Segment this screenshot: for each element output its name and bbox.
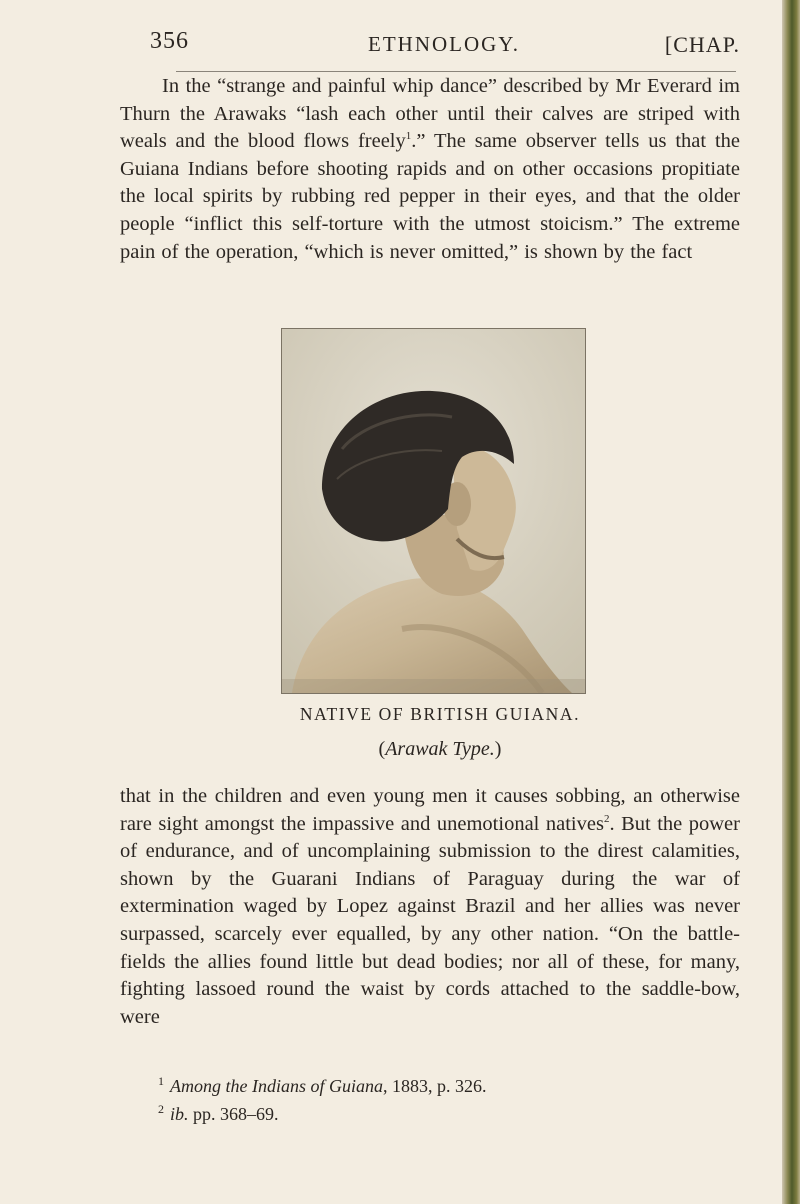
subcaption-close-paren: ) <box>494 738 502 760</box>
header-rule <box>176 71 736 72</box>
footnote-1 <box>158 1070 728 1098</box>
footnote-2-title: ib. <box>170 1104 189 1124</box>
footnote-ref-1: 1 <box>405 130 412 143</box>
paragraph-1-text-b: .” The same observer tells us that the Guiana Indians before shooting rapids and on other occasions propitiate the local spirits by rubbing red pepper in their eyes, and that the older people “inflict this self-torture with the utmost stoicism.” The extreme pain of the operation, “which is never omitted,” is shown by the fact <box>120 130 740 263</box>
page-number: 356 <box>150 28 189 54</box>
running-head: ETHNOLOGY. <box>368 32 521 56</box>
footnotes <box>158 1070 728 1126</box>
footnote-2-number: 2 <box>158 1102 164 1116</box>
figure-caption: NATIVE OF BRITISH GUIANA. <box>299 704 581 724</box>
footnote-2 <box>158 1098 728 1126</box>
paragraph-1 <box>120 73 740 266</box>
chapter-mark: [CHAP. <box>664 32 740 57</box>
portrait-photograph <box>281 328 586 694</box>
footnote-2-rest: pp. 368–69. <box>188 1104 279 1124</box>
portrait-image <box>282 329 585 693</box>
subcaption-open-paren: ( <box>378 738 386 760</box>
subcaption-text: Arawak Type. <box>385 738 495 760</box>
page-edge-binding <box>782 0 800 1204</box>
paragraph-2-text-a: that in the children and even young men it causes sobbing, an otherwise rare sight amongst the impassive and unemotional natives <box>120 785 740 835</box>
page-header <box>150 28 740 68</box>
figure-subcaption <box>240 738 640 761</box>
footnote-1-rest: , 1883, p. 326. <box>383 1076 487 1096</box>
footnote-1-title: Among the Indians of Guiana <box>170 1076 383 1096</box>
paragraph-2 <box>120 783 740 1031</box>
paragraph-2-text-b: . But the power of endurance, and of uncomplaining submission to the direst calamities, shown by the Guarani Indians of Paraguay during the war of extermination waged by Lopez against Brazil and her allies was never surpassed, scarcely ever equalled, by any other nation. “On the battle-fields the allies found little but dead bodies; nor all of these, for many, fighting lassoed round the waist by cords attached to the saddle-bow, were <box>120 812 740 1028</box>
paragraph-1-text-a: In the “strange and painful whip dance” described by Mr Everard im Thurn the Arawaks “lash each other until their calves are striped with weals and the blood flows freely <box>120 75 740 153</box>
footnote-ref-2: 2 <box>603 812 610 825</box>
footnote-1-number: 1 <box>158 1074 164 1088</box>
